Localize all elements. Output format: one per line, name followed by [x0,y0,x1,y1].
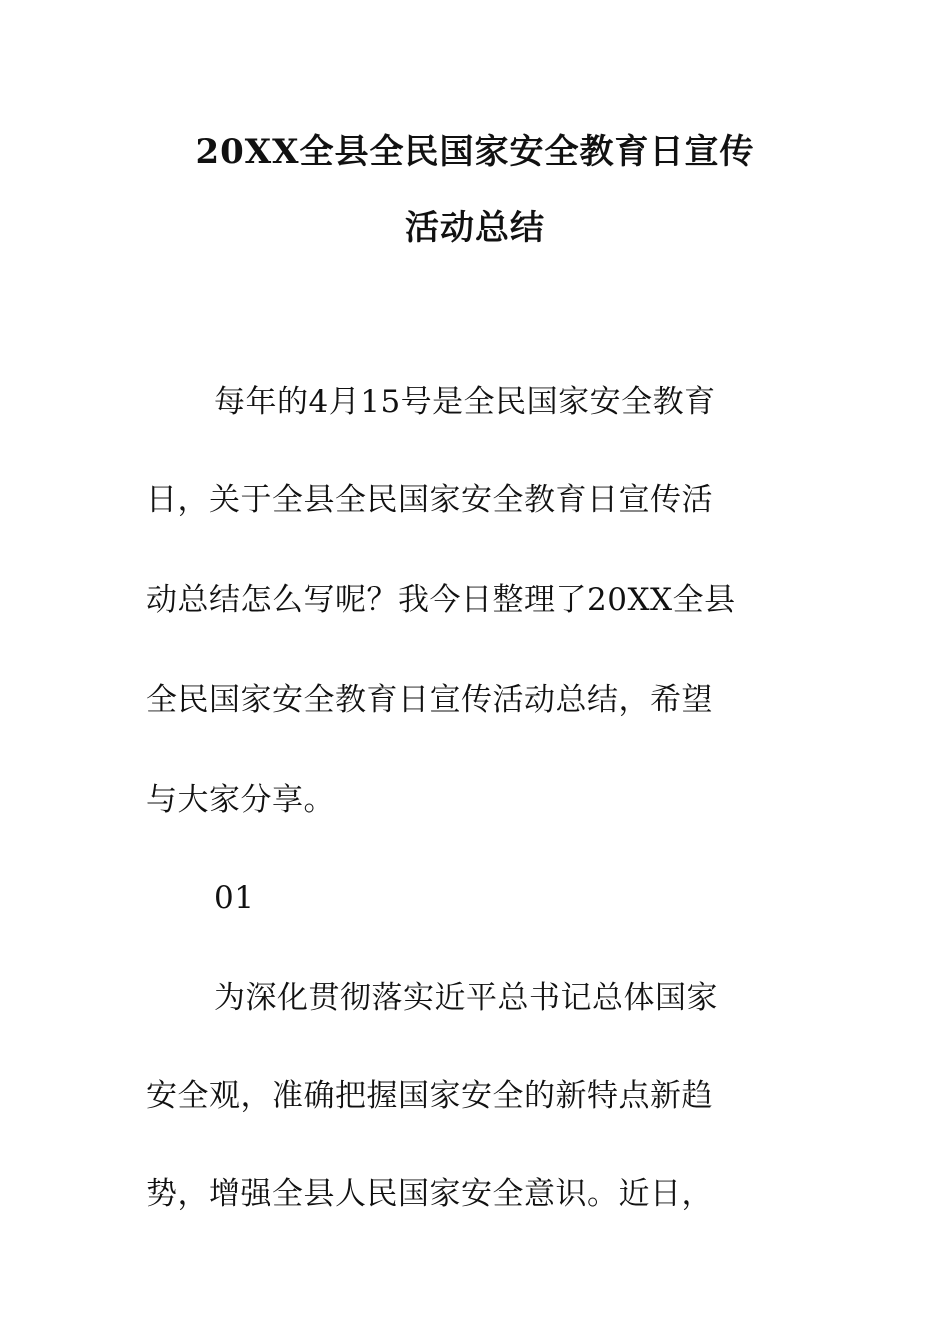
paragraph-line: 与大家分享。 [146,782,335,818]
paragraph-line: 为深化贯彻落实近平总书记总体国家 [214,980,718,1016]
paragraph-line: 每年的4月15号是全民国家安全教育 [214,384,716,420]
paragraph-line: 日，关于全县全民国家安全教育日宣传活 [146,482,713,518]
paragraph-line: 安全观，准确把握国家安全的新特点新趋 [146,1078,713,1114]
paragraph-line: 动总结怎么写呢？我今日整理了20XX全县 [146,582,736,618]
document-title-line-2: 活动总结 [405,208,545,248]
document-title-line-1: 20XX全县全民国家安全教育日宣传 [195,132,755,172]
paragraph-line: 全民国家安全教育日宣传活动总结，希望 [146,682,713,718]
section-number: 01 [214,880,255,916]
paragraph-line: 势，增强全县人民国家安全意识。近日， [146,1176,713,1212]
